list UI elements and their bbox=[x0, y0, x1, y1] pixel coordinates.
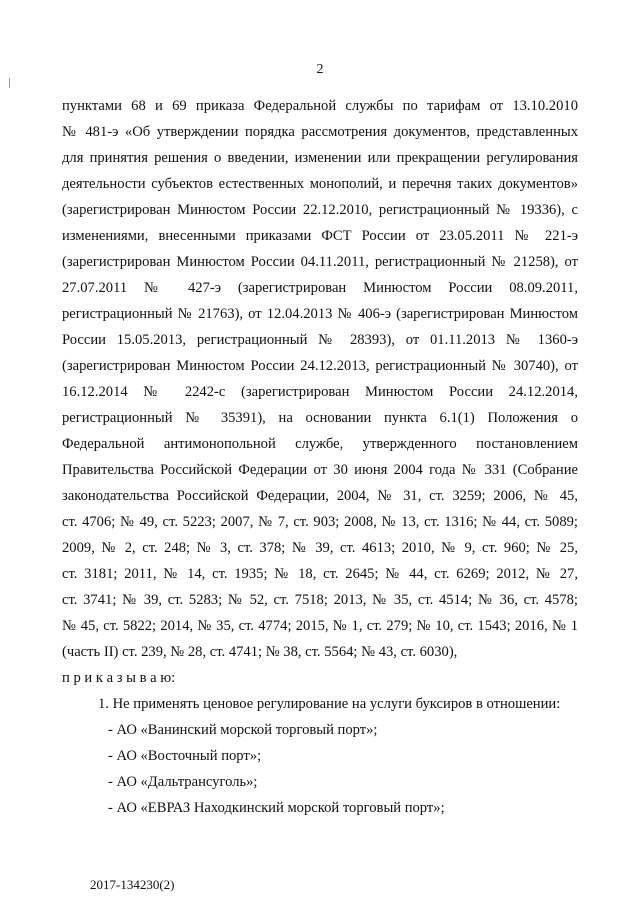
paragraph-line: деятельности субъектов естественных монополий, и перечня таких документов» bbox=[62, 176, 578, 192]
paragraph-line: для принятия решения о введении, изменении или прекращении регулирования bbox=[62, 150, 578, 166]
list-item: - АО «Восточный порт»; bbox=[108, 748, 262, 764]
paragraph-line: (зарегистрирован Минюстом России 04.11.2011, регистрационный № 21258), от bbox=[62, 254, 578, 270]
order-word: п р и к а з ы в а ю: bbox=[62, 670, 176, 686]
paragraph-line: законодательства Российской Федерации, 2004, № 31, ст. 3259; 2006, № 45, bbox=[62, 488, 578, 504]
list-item: - АО «Дальтрансуголь»; bbox=[108, 774, 258, 790]
paragraph-line: 27.07.2011 № 427-э (зарегистрирован Минюстом России 08.09.2011, bbox=[62, 280, 578, 296]
paragraph-line: (зарегистрирован Минюстом России 24.12.2013, регистрационный № 30740), от bbox=[62, 358, 578, 374]
paragraph-line: (зарегистрирован Минюстом России 22.12.2010, регистрационный № 19336), с bbox=[62, 202, 578, 218]
paragraph-line: Правительства Российской Федерации от 30 июня 2004 года № 331 (Собрание bbox=[62, 462, 578, 478]
paragraph-line: ст. 3181; 2011, № 14, ст. 1935; № 18, ст. 2645; № 44, ст. 6269; 2012, № 27, bbox=[62, 566, 578, 582]
paragraph-line: пунктами 68 и 69 приказа Федеральной службы по тарифам от 13.10.2010 bbox=[62, 98, 578, 114]
scan-edge-mark bbox=[9, 78, 10, 88]
paragraph-line: Федеральной антимонопольной службе, утвержденного постановлением bbox=[62, 436, 578, 452]
paragraph-line: регистрационный № 21763), от 12.04.2013 № 406-э (зарегистрирован Минюстом bbox=[62, 306, 578, 322]
paragraph-line: № 45, ст. 5822; 2014, № 35, ст. 4774; 2015, № 1, ст. 279; № 10, ст. 1543; 2016, № 1 bbox=[62, 618, 578, 634]
paragraph-line: 16.12.2014 № 2242-с (зарегистрирован Минюстом России 24.12.2014, bbox=[62, 384, 578, 400]
list-item: - АО «ЕВРАЗ Находкинский морской торговый порт»; bbox=[108, 800, 445, 816]
page-number: 2 bbox=[316, 62, 324, 77]
paragraph-line: России 15.05.2013, регистрационный № 28393), от 01.11.2013 № 1360-э bbox=[62, 332, 578, 348]
paragraph-line: (часть II) ст. 239, № 28, ст. 4741; № 38, ст. 5564; № 43, ст. 6030), bbox=[62, 644, 458, 660]
order-item-1: 1. Не применять ценовое регулирование на услуги буксиров в отношении: bbox=[98, 696, 561, 712]
paragraph-line: 2009, № 2, ст. 248; № 3, ст. 378; № 39, ст. 4613; 2010, № 9, ст. 960; № 25, bbox=[62, 540, 578, 556]
paragraph-line: регистрационный № 35391), на основании пункта 6.1(1) Положения о bbox=[62, 410, 578, 426]
paragraph-line: № 481-э «Об утверждении порядка рассмотрения документов, представленных bbox=[62, 124, 578, 140]
document-code: 2017-134230(2) bbox=[90, 877, 175, 892]
paragraph-line: ст. 3741; № 39, ст. 5283; № 52, ст. 7518; 2013, № 35, ст. 4514; № 36, ст. 4578; bbox=[62, 592, 578, 608]
paragraph-line: изменениями, внесенными приказами ФСТ России от 23.05.2011 № 221-э bbox=[62, 228, 578, 244]
paragraph-line: ст. 4706; № 49, ст. 5223; 2007, № 7, ст. 903; 2008, № 13, ст. 1316; № 44, ст. 5089; bbox=[62, 514, 578, 530]
list-item: - АО «Ванинский морской торговый порт»; bbox=[108, 722, 378, 738]
